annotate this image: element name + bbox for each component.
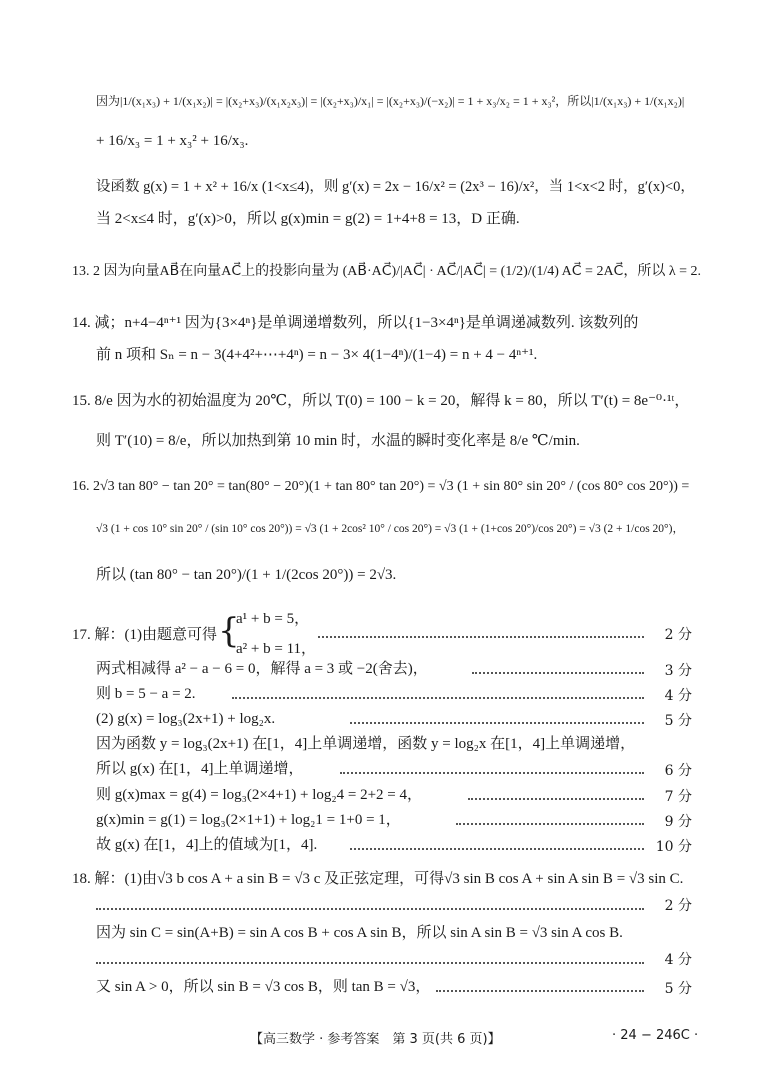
- q18-line-1: 18. 解：(1)由√3 b cos A + a sin B = √3 c 及正弦定理，可得√3 sin B cos A + sin A sin B = √3 sin C.: [72, 871, 684, 887]
- answer-14-line-1: 14. 减；n+4−4ⁿ⁺¹ 因为{3×4ⁿ}是单调递增数列，所以{1−3×4ⁿ}是单调递减数列. 该数列的: [72, 315, 639, 331]
- leader-dots: [340, 772, 644, 774]
- q17-line-5: 因为函数 y = log₃(2x+1) 在[1，4]上单调递增，函数 y = log₂x 在[1，4]上单调递增，: [96, 736, 636, 752]
- leader-dots: [350, 722, 644, 724]
- q18-line-2: 因为 sin C = sin(A+B) = sin A cos B + cos A sin B，所以 sin A sin B = √3 sin A cos B.: [96, 925, 623, 941]
- solution-line-2: + 16/x₃ = 1 + x₃² + 16/x₃.: [96, 133, 249, 149]
- q17-system-eq2: a² + b = 11，: [236, 641, 317, 657]
- q17-line-2: 两式相减得 a² − a − 6 = 0，解得 a = 3 或 −2(舍去)，: [96, 661, 428, 677]
- answer-16-line-2: √3 (1 + cos 10° sin 20° / (sin 10° cos 20°)) = √3 (1 + 2cos² 10° / cos 20°) = √3 (1 + (1+cos 20°)/cos 20°) = √3 (2 + 1/cos 20°)，: [96, 523, 684, 535]
- score-10: 10 分: [655, 839, 692, 855]
- q17-line-9: 故 g(x) 在[1，4]上的值域为[1，4].: [96, 837, 318, 853]
- q17-line-7: 则 g(x)max = g(4) = log₃(2×4+1) + log₂4 = 2+2 = 4，: [96, 787, 423, 803]
- score-2: 2 分: [664, 627, 692, 643]
- q17-line-8: g(x)min = g(1) = log₃(2×1+1) + log₂1 = 1+0 = 1，: [96, 812, 401, 828]
- leader-dots: [456, 823, 644, 825]
- score-3: 3 分: [664, 663, 692, 679]
- score-7: 7 分: [664, 789, 692, 805]
- score-4: 4 分: [664, 688, 692, 704]
- score-5: 5 分: [664, 981, 692, 997]
- leader-dots: [318, 636, 644, 638]
- q18-line-3: 又 sin A > 0，所以 sin B = √3 cos B，则 tan B = √3，: [96, 979, 431, 995]
- answer-16-line-1: 16. 2√3 tan 80° − tan 20° = tan(80° − 20°)(1 + tan 80° tan 20°) = √3 (1 + sin 80° sin 20° / (cos 80° cos 20°)) =: [72, 479, 690, 494]
- leader-dots: [468, 798, 644, 800]
- score-2: 2 分: [664, 898, 692, 914]
- score-9: 9 分: [664, 814, 692, 830]
- q17-system-eq1: a¹ + b = 5，: [236, 611, 310, 627]
- solution-line-3: 设函数 g(x) = 1 + x² + 16/x (1<x≤4)，则 g′(x) = 2x − 16/x² = (2x³ − 16)/x²，当 1<x<2 时，g′(x)<0，: [96, 179, 695, 195]
- leader-dots: [96, 908, 644, 910]
- leader-dots: [96, 962, 644, 964]
- q17-line-3: 则 b = 5 − a = 2.: [96, 686, 196, 702]
- leader-dots: [350, 848, 644, 850]
- score-6: 6 分: [664, 763, 692, 779]
- solution-line-4: 当 2<x≤4 时，g′(x)>0，所以 g(x)min = g(2) = 1+4+8 = 13，D 正确.: [96, 211, 520, 227]
- leader-dots: [472, 672, 644, 674]
- leader-dots: [436, 990, 644, 992]
- q17-line-6: 所以 g(x) 在[1，4]上单调递增，: [96, 761, 304, 777]
- answer-16-line-3: 所以 (tan 80° − tan 20°)/(1 + 1/(2cos 20°)) = 2√3.: [96, 567, 397, 583]
- leader-dots: [232, 697, 644, 699]
- answer-13: 13. 2 因为向量AB⃗在向量AC⃗上的投影向量为 (AB⃗·AC⃗)/|AC⃗| · AC⃗/|AC⃗| = (1/2)/(1/4) AC⃗ = 2AC⃗，所以 λ = 2.: [72, 264, 702, 279]
- answer-15-line-1: 15. 8/e 因为水的初始温度为 20℃，所以 T(0) = 100 − k = 20，解得 k = 80，所以 T′(t) = 8e⁻⁰·¹ᵗ，: [72, 393, 690, 409]
- page-footer: 【高三数学 · 参考答案 第 3 页(共 6 页)】: [250, 1032, 501, 1047]
- q17-line-4: (2) g(x) = log₃(2x+1) + log₂x.: [96, 711, 276, 727]
- score-5: 5 分: [664, 713, 692, 729]
- system-brace: {: [218, 611, 240, 651]
- score-4: 4 分: [664, 952, 692, 968]
- answer-14-line-2: 前 n 项和 Sₙ = n − 3(4+4²+⋯+4ⁿ) = n − 3× 4(1−4ⁿ)/(1−4) = n + 4 − 4ⁿ⁺¹.: [96, 347, 538, 363]
- q17-intro: 17. 解：(1)由题意可得: [72, 627, 217, 643]
- solution-line-1: 因为|1/(x₁x₃) + 1/(x₁x₂)| = |(x₂+x₃)/(x₁x₂x₃)| = |(x₂+x₃)/x₁| = |(x₂+x₃)/(−x₂)| = 1 + x₃/x₂ = 1 + x₃²，所以|1/(x₁x₃) + 1/(x₁x₂)|: [96, 94, 685, 108]
- document-code: · 24 − 246C ·: [612, 1028, 699, 1043]
- answer-15-line-2: 则 T′(10) = 8/e，所以加热到第 10 min 时，水温的瞬时变化率是 8/e ℃/min.: [96, 433, 580, 449]
